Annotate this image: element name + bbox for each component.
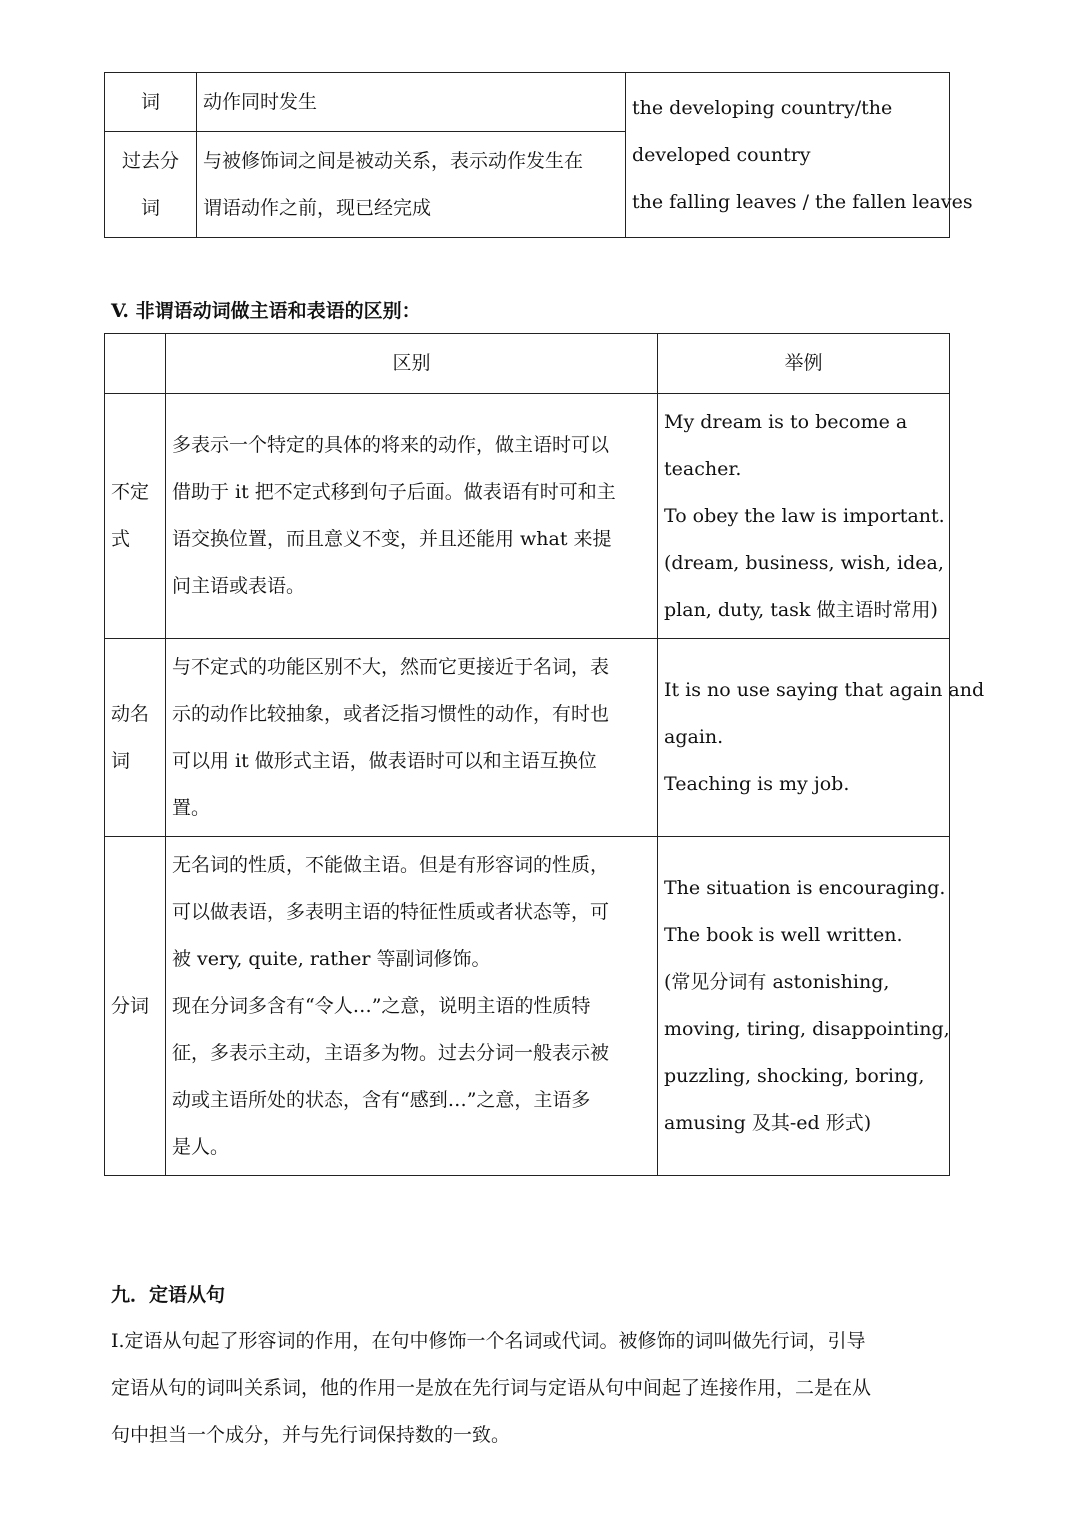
participle-table — [104, 72, 973, 238]
example-line: developed country — [632, 143, 811, 166]
header-cell: 区别 — [166, 334, 658, 394]
example-cell — [626, 73, 973, 238]
diff-line: 可以用 it 做形式主语，做表语时可以和主语互换位 — [172, 749, 597, 772]
table-header-row — [105, 334, 950, 394]
table-row — [105, 394, 950, 639]
example-line: the developing country/the — [632, 96, 893, 119]
example-line: again. — [664, 726, 724, 748]
term-line: 词 — [111, 749, 131, 772]
diff-cell — [166, 639, 658, 837]
diff-line: 多表示一个特定的具体的将来的动作，做主语时可以 — [172, 434, 610, 456]
example-line: the falling leaves / the fallen leaves — [632, 190, 973, 213]
diff-cell — [166, 837, 658, 1176]
diff-line: 无名词的性质，不能做主语。但是有形容词的性质， — [172, 853, 610, 876]
diff-line: 动或主语所处的状态，含有“感到…”之意，主语多 — [172, 1088, 591, 1111]
diff-cell — [166, 394, 658, 639]
example-line: My dream is to become a — [664, 410, 908, 433]
header-cell: 举例 — [658, 334, 950, 394]
example-line: Teaching is my job. — [664, 773, 850, 795]
diff-line: 征，多表示主动，主语多为物。过去分词一般表示被 — [172, 1041, 610, 1064]
term-line: 过去分 — [121, 149, 179, 172]
example-line: (常见分词有 astonishing, — [664, 971, 890, 993]
term-line: 动名 — [111, 702, 150, 725]
example-line: It is no use saying that again and — [664, 679, 985, 701]
diff-line: 现在分词多含有“令人…”之意，说明主语的性质特 — [172, 994, 591, 1017]
term-line: 式 — [111, 528, 131, 550]
diff-line: 被 very, quite, rather 等副词修饰。 — [172, 947, 491, 970]
desc-line: 与被修饰词之间是被动关系，表示动作发生在 — [203, 149, 584, 172]
term-cell — [105, 394, 166, 639]
example-line: moving, tiring, disappointing, — [664, 1018, 950, 1040]
example-cell — [658, 639, 985, 837]
diff-line: 与不定式的功能区别不大，然而它更接近于名词，表 — [172, 655, 610, 678]
diff-line: 语交换位置，而且意义不变，并且还能用 what 来提 — [172, 528, 612, 550]
table-row — [105, 639, 950, 837]
diff-line: 示的动作比较抽象，或者泛指习惯性的动作，有时也 — [172, 702, 610, 725]
example-line: The book is well written. — [664, 924, 903, 946]
desc-line: 谓语动作之前，现已经完成 — [203, 196, 432, 219]
example-line: The situation is encouraging. — [664, 877, 946, 899]
example-cell — [658, 394, 950, 639]
example-line: plan, duty, task 做主语时常用) — [664, 598, 938, 621]
paragraph-line: 句中担当一个成分，并与先行词保持数的一致。 — [111, 1424, 511, 1446]
term-cell — [105, 132, 197, 238]
example-line: puzzling, shocking, boring, — [664, 1065, 925, 1087]
section-heading: 九．定语从句 — [111, 1284, 226, 1306]
paragraph-line: 定语从句的词叫关系词，他的作用一是放在先行词与定语从句中间起了连接作用，二是在从 — [111, 1377, 872, 1399]
example-cell — [658, 837, 950, 1176]
paragraph — [111, 1318, 951, 1459]
diff-line: 问主语或表语。 — [172, 575, 306, 597]
desc-cell: 动作同时发生 — [197, 73, 626, 132]
term-cell: 词 — [105, 73, 197, 132]
example-line: amusing 及其-ed 形式) — [664, 1112, 872, 1134]
diff-line: 置。 — [172, 796, 211, 819]
term-line: 不定 — [111, 481, 150, 503]
desc-cell — [197, 132, 626, 238]
table-row — [105, 837, 950, 1176]
diff-line: 借助于 it 把不定式移到句子后面。做表语有时可和主 — [172, 481, 616, 503]
comparison-table — [104, 333, 985, 1176]
term-cell — [105, 639, 166, 837]
example-line: teacher. — [664, 457, 742, 480]
example-line: (dream, business, wish, idea, — [664, 551, 944, 574]
header-cell — [105, 334, 166, 394]
paragraph-line: I.定语从句起了形容词的作用，在句中修饰一个名词或代词。被修饰的词叫做先行词，引导 — [111, 1330, 866, 1352]
term-cell — [105, 837, 166, 1176]
diff-line: 可以做表语，多表明主语的特征性质或者状态等，可 — [172, 900, 610, 923]
section-heading: V. 非谓语动词做主语和表语的区别： — [111, 300, 421, 322]
term-line: 分词 — [111, 994, 150, 1017]
table-row — [105, 73, 950, 132]
diff-line: 是人。 — [172, 1135, 230, 1158]
term-line: 词 — [140, 196, 160, 219]
example-line: To obey the law is important. — [664, 504, 945, 527]
